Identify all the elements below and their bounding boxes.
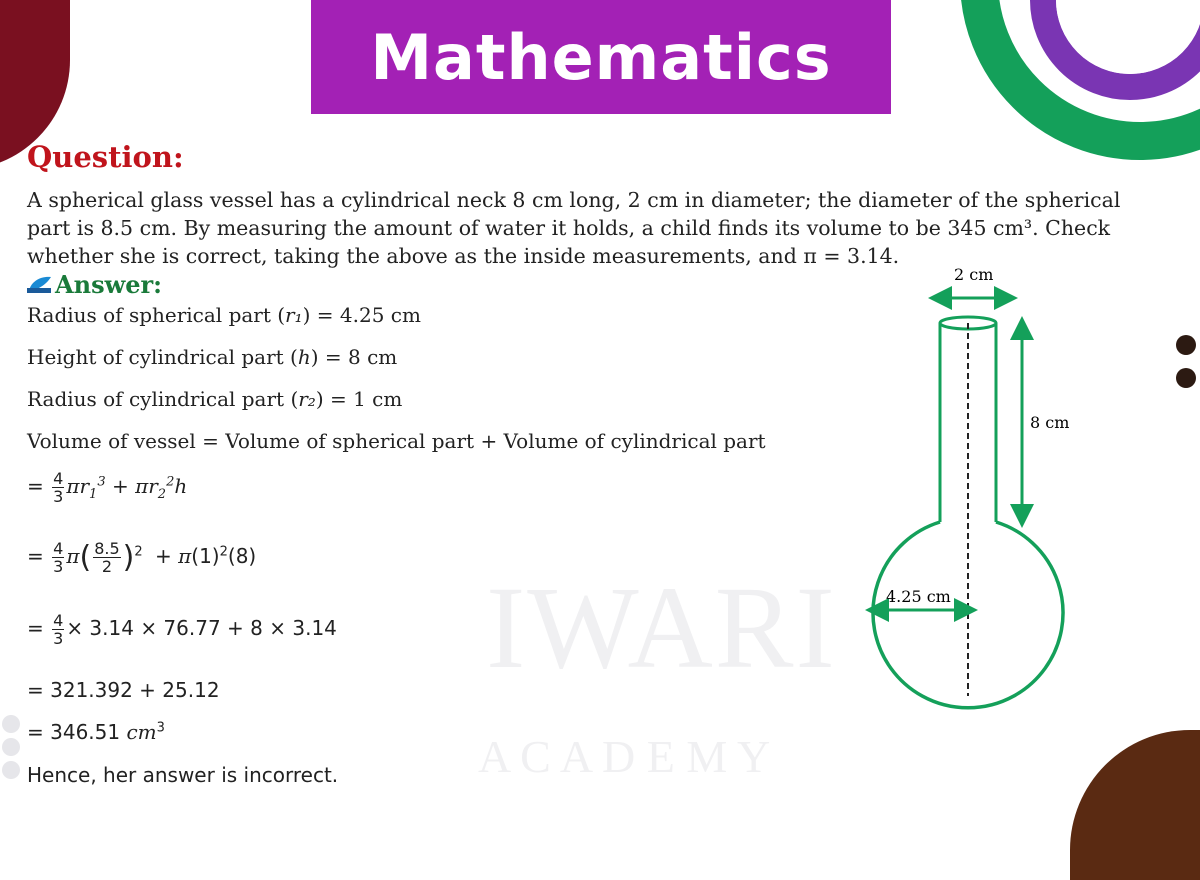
fraction: $\frac{8.5}{2}$: [94, 539, 120, 576]
dot-decoration: [2, 738, 20, 756]
line-text: Height of cylindrical part (: [27, 345, 298, 369]
dot-decoration: [1176, 335, 1196, 355]
answer-label: Answer:: [55, 270, 163, 299]
fraction: $\frac{4}{3}$: [53, 611, 64, 648]
question-text: A spherical glass vessel has a cylindrical neck 8 cm long, 2 cm in diameter; the diameter of the spherical part is 8.5 cm. By measuring the amount of water it holds, a child finds its volume to be 345 cm³. Check whether she is correct, taking the above as the inside measurements, and π = 3.14.: [27, 188, 1121, 268]
radius-cylinder-line: [27, 387, 402, 411]
formula-step-1: = $\frac{4}{3}$ $\pi r_1^3 + \pi r_2^2h$: [27, 469, 188, 506]
height-line: [27, 345, 397, 369]
formula-step-2: = $\frac{4}{3}$ π( $\frac{8.5}{2}$ )$^2 + \pi(1)^2(8)$: [27, 539, 257, 576]
dot-decoration: [2, 761, 20, 779]
line-text: ) = 4.25 cm: [302, 303, 421, 327]
watermark-text: IWARI: [486, 562, 837, 693]
neck-length-label: 8 cm: [1030, 413, 1070, 432]
line-text: ) = 1 cm: [315, 387, 403, 411]
line-text: ) = 8 cm: [310, 345, 398, 369]
fraction: $\frac{4}{3}$: [53, 469, 64, 506]
dot-decoration: [2, 715, 20, 733]
line-text: Radius of spherical part (: [27, 303, 286, 327]
corner-decoration-bottom: [1070, 730, 1200, 880]
dot-decoration: [1176, 368, 1196, 388]
page-title: Mathematics: [311, 0, 891, 114]
radius-sphere-line: [27, 303, 421, 327]
variable: r₁: [285, 303, 303, 327]
question-label: Question:: [27, 140, 184, 174]
variable: r₂: [298, 387, 316, 411]
variable: h: [297, 345, 311, 369]
volume-line: Volume of vessel = Volume of spherical part + Volume of cylindrical part: [27, 429, 766, 453]
fraction: $\frac{4}{3}$: [53, 539, 64, 576]
formula-step-3: = $\frac{4}{3}$ × 3.14 × 76.77 + 8 × 3.14: [27, 611, 337, 648]
watermark-subtext: A C A D E M Y: [478, 731, 771, 782]
logo-icon: [27, 275, 53, 293]
diameter-label: 2 cm: [954, 265, 994, 284]
conclusion-text: Hence, her answer is incorrect.: [27, 763, 339, 787]
formula-step-4: = 321.392 + 25.12: [27, 678, 220, 702]
formula-step-5: = 346.51 $cm^3$: [27, 720, 165, 744]
vessel-diagram: [860, 260, 1080, 730]
line-text: Radius of cylindrical part (: [27, 387, 299, 411]
radius-label: 4.25 cm: [886, 587, 951, 606]
